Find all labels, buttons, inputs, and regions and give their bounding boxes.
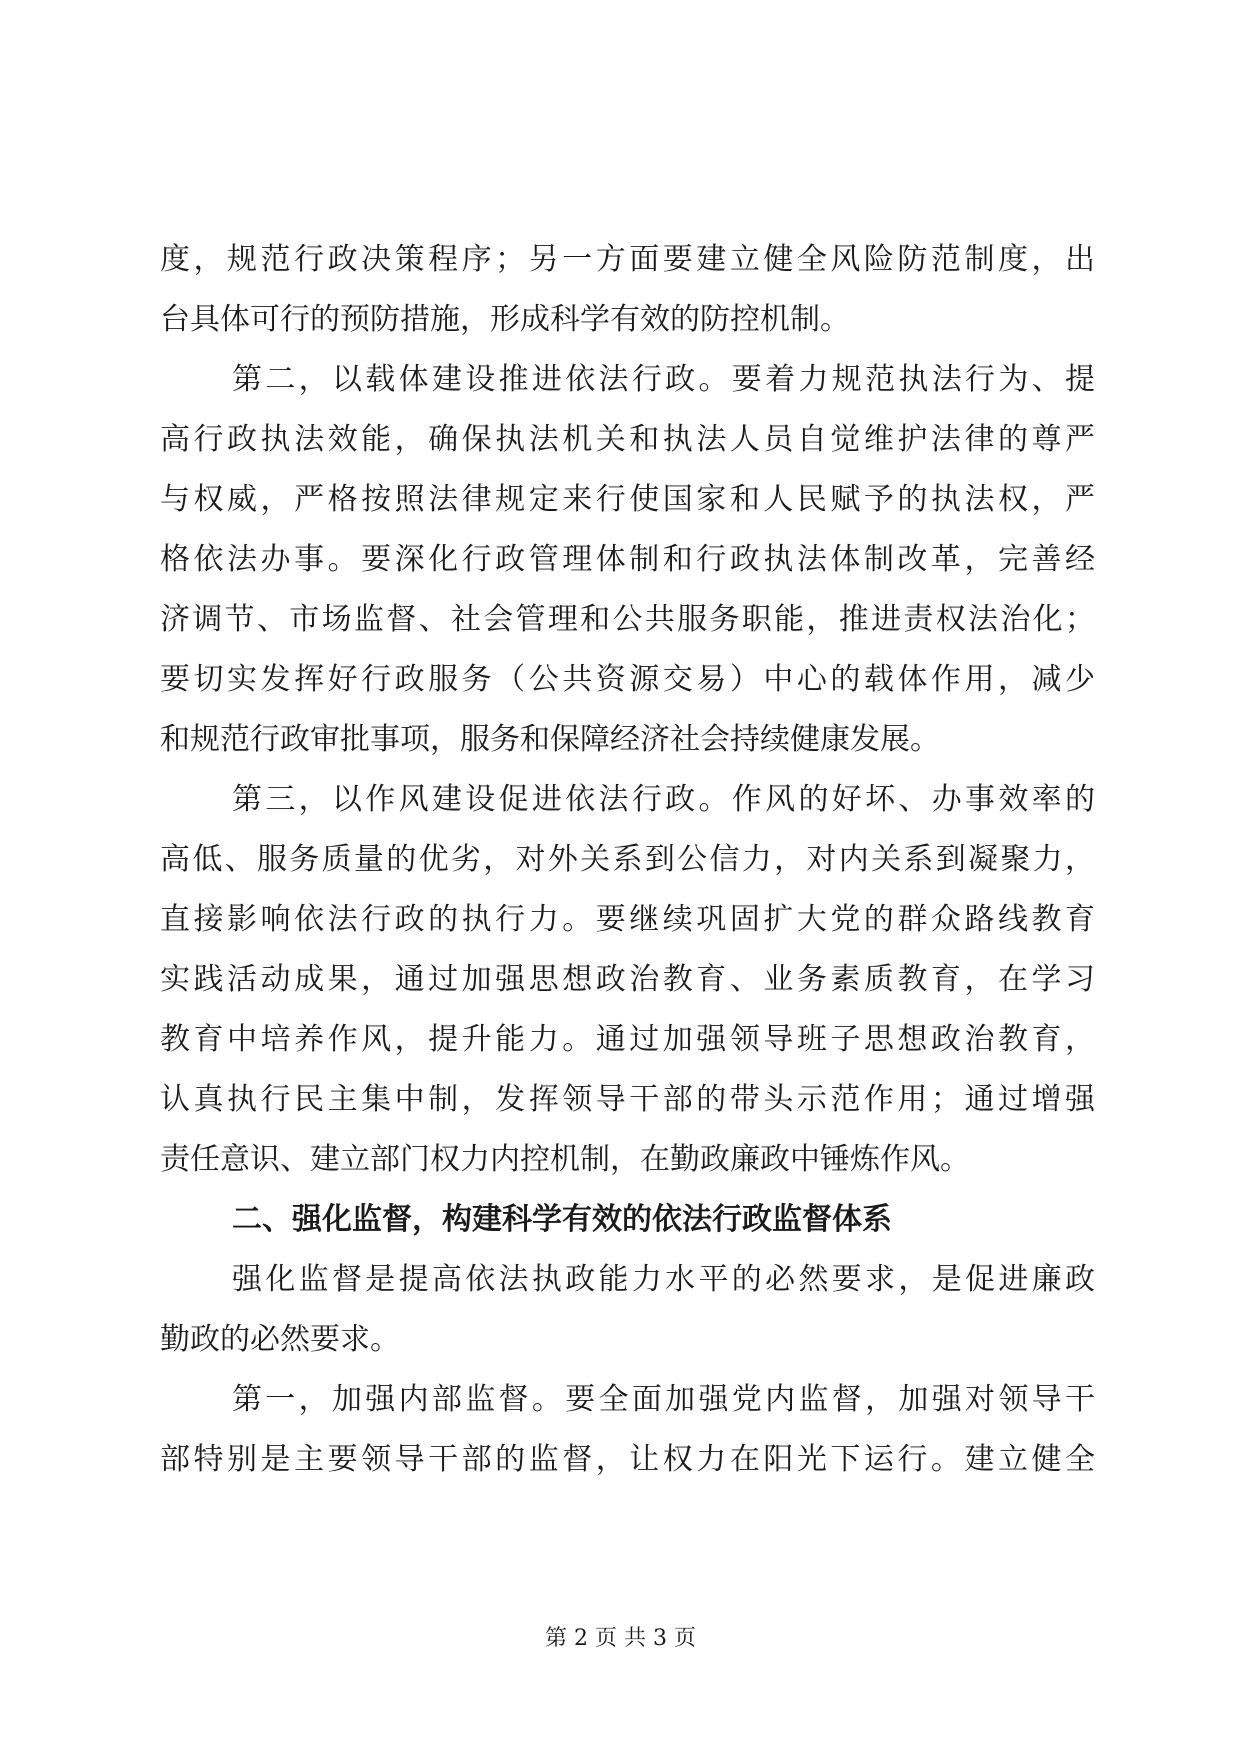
text-line: 要切实发挥好行政服务（公共资源交易）中心的载体作用，减少 xyxy=(160,662,1095,697)
page-number-footer: 第 2 页 共 3 页 xyxy=(545,1626,696,1651)
text-line: 高行政执法效能，确保执法机关和执法人员自觉维护法律的尊严 xyxy=(160,422,1095,457)
text-line: 教育中培养作风，提升能力。通过加强领导班子思想政治教育， xyxy=(160,1022,1095,1057)
paragraph-first-line: 强化监督是提高依法执政能力水平的必然要求，是促进廉政 xyxy=(232,1262,1095,1297)
text-line: 与权威，严格按照法律规定来行使国家和人民赋予的执法权，严 xyxy=(160,482,1095,517)
paragraph-first-line: 第三，以作风建设促进依法行政。作风的好坏、办事效率的 xyxy=(232,782,1095,817)
text-line: 责任意识、建立部门权力内控机制，在勤政廉政中锤炼作风。 xyxy=(160,1142,970,1177)
text-line: 和规范行政审批事项，服务和保障经济社会持续健康发展。 xyxy=(160,722,940,757)
text-line: 台具体可行的预防措施，形成科学有效的防控机制。 xyxy=(160,302,850,337)
text-line: 济调节、市场监督、社会管理和公共服务职能，推进责权法治化； xyxy=(160,602,1095,637)
section-heading: 二、强化监督，构建科学有效的依法行政监督体系 xyxy=(232,1202,892,1237)
text-line: 实践活动成果，通过加强思想政治教育、业务素质教育，在学习 xyxy=(160,962,1095,997)
text-line: 格依法办事。要深化行政管理体制和行政执法体制改革，完善经 xyxy=(160,542,1095,577)
paragraph-first-line: 第二，以载体建设推进依法行政。要着力规范执法行为、提 xyxy=(232,362,1095,397)
text-line: 勤政的必然要求。 xyxy=(160,1322,400,1357)
text-line: 部特别是主要领导干部的监督，让权力在阳光下运行。建立健全 xyxy=(160,1442,1095,1477)
paragraph-first-line: 第一，加强内部监督。要全面加强党内监督，加强对领导干 xyxy=(232,1382,1095,1417)
text-line: 度，规范行政决策程序；另一方面要建立健全风险防范制度，出 xyxy=(160,242,1095,277)
text-line: 直接影响依法行政的执行力。要继续巩固扩大党的群众路线教育 xyxy=(160,902,1095,937)
text-line: 认真执行民主集中制，发挥领导干部的带头示范作用；通过增强 xyxy=(160,1082,1095,1117)
text-line: 高低、服务质量的优劣，对外关系到公信力，对内关系到凝聚力， xyxy=(160,842,1095,877)
